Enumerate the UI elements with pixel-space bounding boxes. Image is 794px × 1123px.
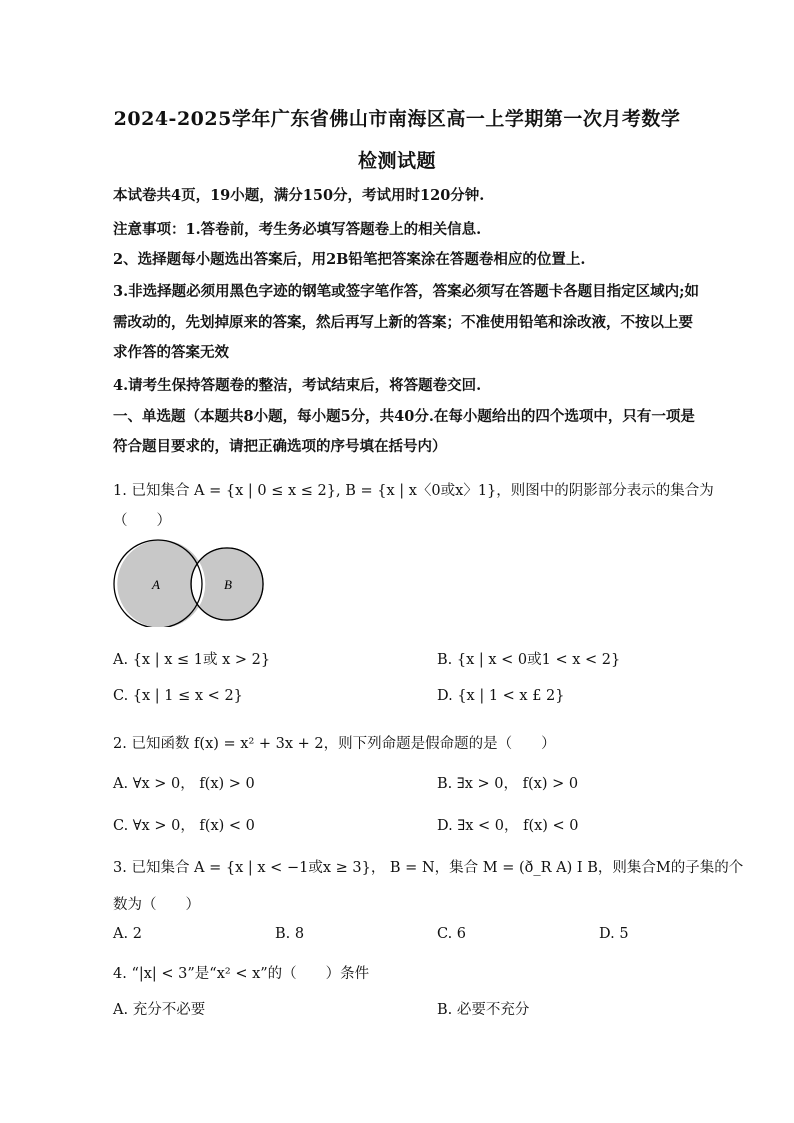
- q3-option-b: B. 8: [275, 926, 305, 942]
- q2-stem: 2. 已知函数 f(x) = x² + 3x + 2，则下列命题是假命题的是（ ）: [113, 736, 556, 752]
- exam-title: 2024-2025学年广东省佛山市南海区高一上学期第一次月考数学: [113, 108, 681, 130]
- intro-line-6: 求作答的答案无效: [113, 344, 229, 361]
- q2-option-d: D. ∃x < 0， f(x) < 0: [437, 818, 579, 834]
- exam-subtitle: 检测试题: [357, 150, 436, 172]
- q4-stem: 4. “|x| < 3”是“x² < x”的（ ）条件: [113, 966, 370, 982]
- intro-line-1: 本试卷共4页，19小题，满分150分，考试用时120分钟.: [113, 187, 485, 204]
- q3-stem-cont: 数为（ ）: [113, 897, 200, 913]
- q2-option-c: C. ∀x > 0， f(x) < 0: [113, 818, 255, 834]
- section-heading-line-1: 一、单选题（本题共8小题，每小题5分，共40分.在每小题给出的四个选项中，只有一项是: [113, 408, 695, 425]
- q3-option-d: D. 5: [599, 926, 629, 942]
- q1-option-d: D. {x | 1 < x £ 2}: [437, 688, 565, 704]
- q4-option-a: A. 充分不必要: [113, 1002, 206, 1018]
- q3-option-c: C. 6: [437, 926, 467, 942]
- intro-line-5: 需改动的，先划掉原来的答案，然后再写上新的答案；不准使用铅笔和涂改液，不按以上要: [113, 314, 693, 331]
- venn-diagram: [112, 533, 268, 627]
- venn-label-b: B: [224, 577, 232, 592]
- intro-line-2: 注意事项：1.答卷前，考生务必填写答题卷上的相关信息.: [113, 221, 482, 238]
- q2-option-a: A. ∀x > 0， f(x) > 0: [113, 776, 255, 792]
- q1-option-c: C. {x | 1 ≤ x < 2}: [113, 688, 243, 704]
- intro-line-3: 2、选择题每小题选出答案后，用2B铅笔把答案涂在答题卷相应的位置上.: [113, 251, 586, 268]
- q3-option-a: A. 2: [113, 926, 142, 942]
- intro-line-7: 4.请考生保持答题卷的整洁，考试结束后，将答题卷交回.: [113, 377, 482, 394]
- q1-paren: （ ）: [113, 513, 171, 529]
- q1-stem: 1. 已知集合 A = {x | 0 ≤ x ≤ 2}, B = {x | x〈0或x〉1}，则图中的阴影部分表示的集合为: [113, 483, 714, 499]
- section-heading-line-2: 符合题目要求的，请把正确选项的序号填在括号内）: [113, 438, 447, 455]
- q4-option-b: B. 必要不充分: [437, 1002, 530, 1018]
- venn-label-a: A: [152, 577, 160, 592]
- q1-option-b: B. {x | x < 0或1 < x < 2}: [437, 652, 621, 668]
- q2-option-b: B. ∃x > 0， f(x) > 0: [437, 776, 579, 792]
- intro-line-4: 3.非选择题必须用黑色字迹的钢笔或签字笔作答，答案必须写在答题卡各题目指定区域内;如: [113, 283, 699, 300]
- q3-stem: 3. 已知集合 A = {x | x < −1或x ≥ 3}， B = N，集合 M = (ð_R A) I B，则集合M的子集的个: [113, 860, 744, 876]
- q1-option-a: A. {x | x ≤ 1或 x > 2}: [113, 652, 271, 668]
